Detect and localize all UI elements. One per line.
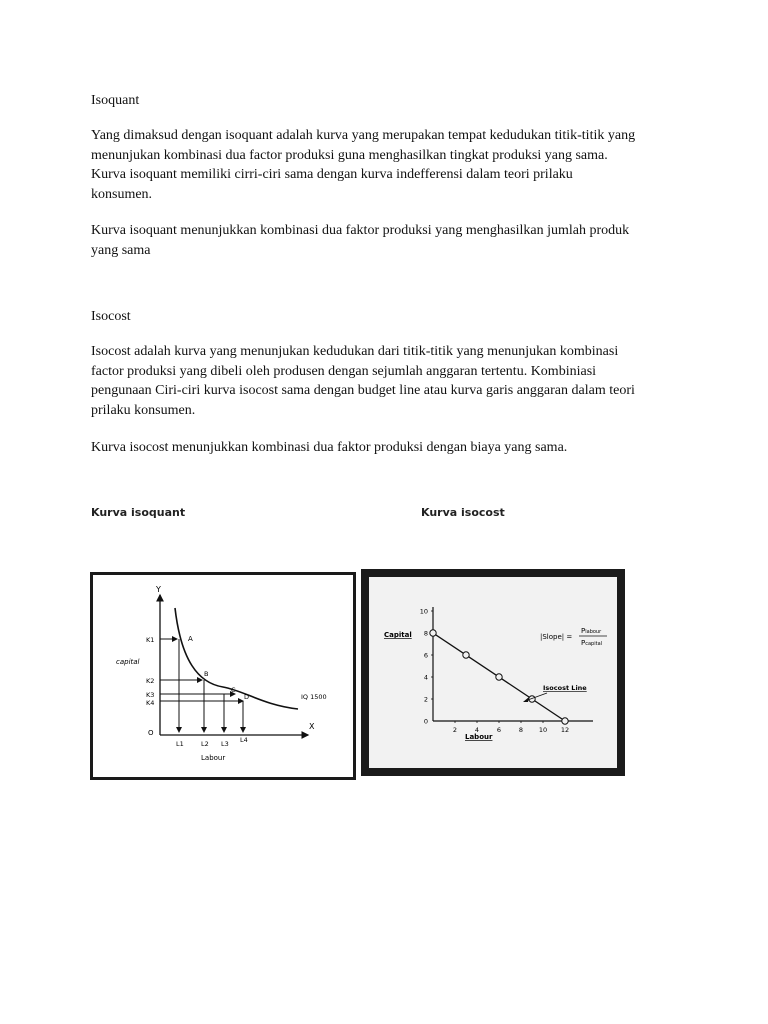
l1-label: L1 xyxy=(176,740,184,748)
l3-label: L3 xyxy=(221,740,229,748)
isocost-paragraph-1 xyxy=(91,342,691,420)
y-tick-label: 10 xyxy=(419,607,428,616)
isocost-chart xyxy=(369,577,617,768)
k4-label: K4 xyxy=(146,699,155,707)
isocost-line-label: Isocost Line xyxy=(543,684,587,692)
x-tick-label: 4 xyxy=(474,726,480,734)
y-tick-label: 0 xyxy=(423,717,428,726)
y-axis-letter: Y xyxy=(156,585,161,594)
x-tick-label: 8 xyxy=(518,726,524,734)
text-line: Kurva isoquant menunjukkan kombinasi dua faktor produksi yang menghasilkan jumlah produk xyxy=(91,223,630,238)
l4-label: L4 xyxy=(240,736,248,744)
text-line: Kurva isoquant memiliki cirri-ciri sama dengan kurva indefferensi dalam teori prilaku xyxy=(91,167,573,182)
data-point xyxy=(496,674,502,680)
isocost-paragraph-2 xyxy=(91,438,691,458)
text-line: factor produksi yang dibeli oleh produsen dengan sejumlah anggaran tertentu. Kombiniasi xyxy=(91,363,597,379)
text-line: Yang dimaksud dengan isoquant adalah kurva yang merupakan tempat kedudukan titik-titik yang xyxy=(91,128,636,143)
slope-den-sub: capital xyxy=(585,641,603,647)
slope-denominator xyxy=(581,639,602,647)
y-tick-label: 6 xyxy=(423,651,428,660)
isocost-marks xyxy=(430,630,568,724)
text-line: yang sama xyxy=(91,242,151,258)
text-line: Kurva isocost menunjukkan kombinasi dua faktor produksi dengan biaya yang sama. xyxy=(91,440,568,455)
isoquant-paragraph-2 xyxy=(91,221,691,260)
isoquant-paragraph-1 xyxy=(91,126,691,204)
text-line: konsumen. xyxy=(91,186,153,202)
capital-axis-label: Capital xyxy=(384,631,412,639)
slope-num-sub: labour xyxy=(585,629,602,635)
slope-den-p: P xyxy=(581,639,586,647)
caption-isocost: Kurva isocost xyxy=(421,506,505,519)
text-line: prilaku konsumen. xyxy=(91,402,196,418)
capital-label: capital xyxy=(116,658,140,666)
point-c-label: C xyxy=(231,686,236,694)
k1-label: K1 xyxy=(146,636,155,644)
slope-formula xyxy=(540,627,607,647)
k3-label: K3 xyxy=(146,691,155,699)
data-point xyxy=(430,630,436,636)
x-axis-letter: X xyxy=(309,722,315,731)
y-tick-label: 2 xyxy=(423,695,428,704)
slope-numerator xyxy=(581,627,602,635)
isocost-heading: Isocost xyxy=(91,309,131,324)
slope-num-p: P xyxy=(581,627,586,635)
x-tick-label: 10 xyxy=(538,726,548,734)
point-b-label: B xyxy=(204,670,209,678)
x-tick-label: 12 xyxy=(560,726,570,734)
y-tick-label: 4 xyxy=(423,673,428,682)
curve-label: IQ 1500 xyxy=(301,693,327,701)
labour-label: Labour xyxy=(201,754,226,762)
origin-label: O xyxy=(148,729,154,737)
text-line: Isocost adalah kurva yang menunjukan kedudukan dari titik-titik yang menunjukan kombinasi xyxy=(91,344,619,359)
text-line: pengunaan Ciri-ciri kurva isocost sama dengan budget line atau kurva garis anggaran dalam teori xyxy=(91,383,635,398)
labour-axis-label: Labour xyxy=(465,733,493,741)
k2-label: K2 xyxy=(146,677,155,685)
data-point xyxy=(463,652,469,658)
slope-text: |Slope| = xyxy=(540,633,573,641)
isoquant-figure xyxy=(90,572,356,780)
isocost-figure-panel xyxy=(369,577,617,768)
point-a-label: A xyxy=(188,635,193,643)
data-point xyxy=(562,718,568,724)
isoquant-heading: Isoquant xyxy=(91,93,140,108)
point-d-label: D xyxy=(244,693,250,701)
l2-label: L2 xyxy=(201,740,209,748)
x-tick-label: 2 xyxy=(452,726,458,734)
y-tick-label: 8 xyxy=(423,629,428,638)
caption-isoquant: Kurva isoquant xyxy=(91,506,186,519)
isoquant-diagram xyxy=(93,575,353,777)
isocost-axes xyxy=(420,607,593,734)
x-tick-label: 6 xyxy=(496,726,502,734)
text-line: menunjukan kombinasi dua factor produksi guna menghasilkan tingkat produksi yang sama. xyxy=(91,147,608,163)
isocost-figure xyxy=(361,569,625,776)
isocost-label-arrowhead xyxy=(523,697,529,702)
